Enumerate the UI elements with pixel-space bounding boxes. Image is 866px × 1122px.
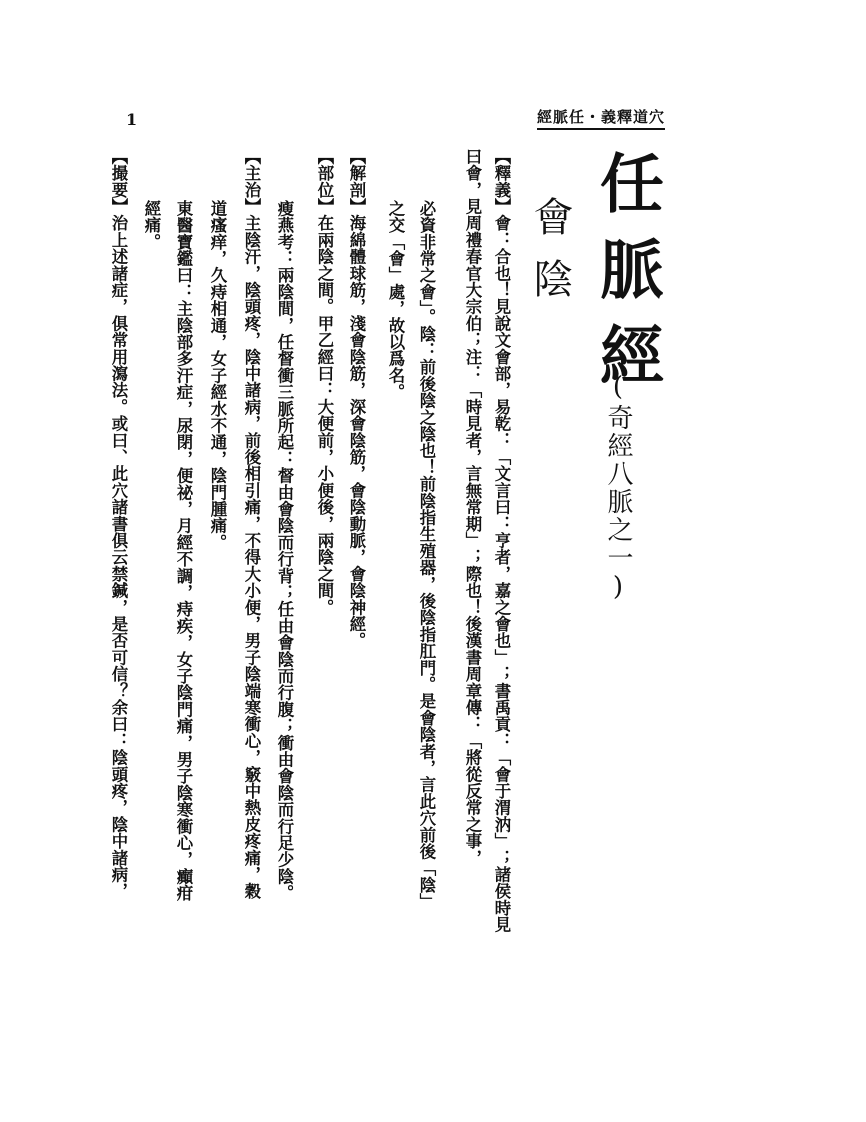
text-column: 【部位】在兩陰之間。甲乙經曰：大便前，小便後，兩陰之間。	[315, 148, 334, 616]
text-column: 【撮要】治上述諸症，俱常用瀉法。或曰、此穴諸書俱云禁鍼，是否可信？余曰：陰頭疼，陰中諸病，	[109, 148, 128, 900]
text-column: 【主治】主陰汗，陰頭疼，陰中諸病，前後相引痛，不得大小便，男子陰端寒衝心，竅中熱皮疼痛，穀	[242, 148, 261, 900]
chapter-subtitle: (奇經八脈之一)	[603, 372, 633, 604]
text-column: 之交「會」處，故以爲名。	[386, 200, 405, 401]
chapter-title: 任脈經	[589, 150, 664, 408]
text-column: 道瘙痒，久痔相通，女子經水不通，陰門腫痛。	[208, 200, 227, 551]
acupoint-name: 會陰	[527, 196, 573, 320]
text-column: 必資非常之會」。陰：前後陰之陰也！前陰指生殖器，後陰指肛門。是會陰者，言此穴前後「陰」	[417, 200, 436, 910]
text-column: 【解剖】海綿體球筋，淺會陰筋，深會陰筋，會陰動脈，會陰神經。	[347, 148, 366, 649]
text-column: 經痛。	[142, 200, 161, 251]
text-column: 東醫寶鑑曰：主陰部多汗症，尿閉，便祕，月經不調，痔疾，女子陰門痛，男子陰寒衝心，癲疳	[174, 200, 193, 902]
text-column: 【釋義】會：合也！見說文會部，易乾：「文言曰：亨者，嘉之會也」；書禹貢：「會于渭汭」；諸侯時見	[492, 148, 511, 933]
text-column: 曰會，見周禮春官大宗伯；注：「時見者，言無常期」；際也！後漢書周章傳：「將從反常之事，	[463, 148, 482, 867]
text-column: 瘦燕考：兩陰間，任督衝三脈所起：督由會陰而行背；任由會陰而行腹；衝由會陰而行足少陰。	[275, 200, 294, 902]
running-header: 經脈任・義釋道穴	[537, 106, 665, 130]
page-number: 1	[126, 110, 138, 129]
